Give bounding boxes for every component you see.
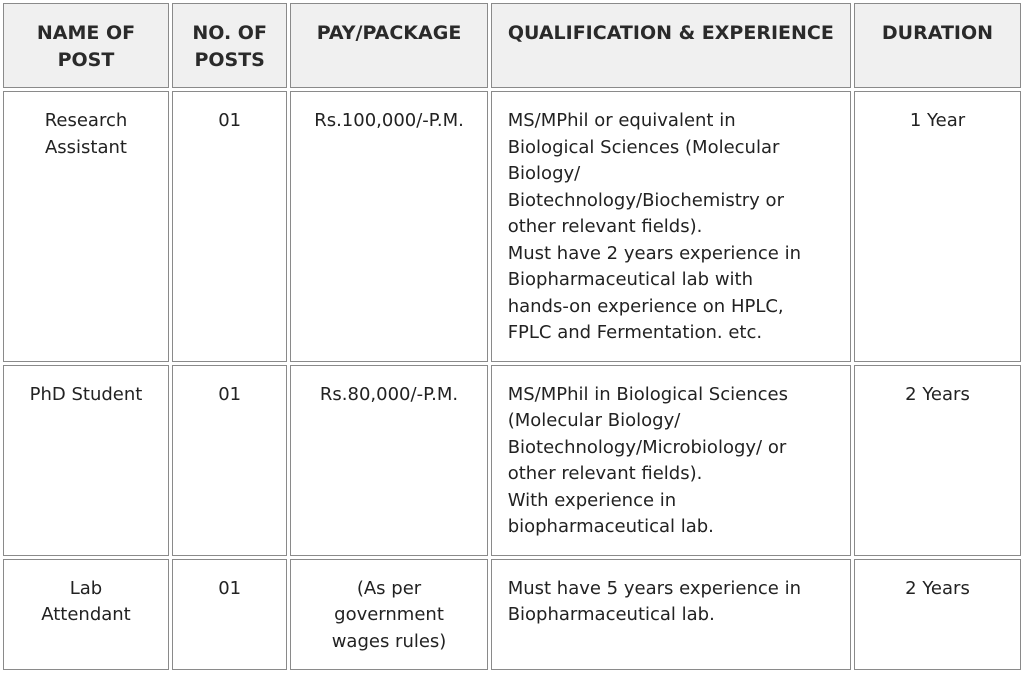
cell-post-count: 01: [172, 365, 287, 556]
cell-qualification: MS/MPhil or equivalent in Biological Sciences (Molecular Biology/ Biotechnology/Biochemistry or other relevant fields). Must have 2 years experience in Biopharmaceutical lab with hands-on experience on HPLC, FPLC and Fermentation. etc.: [491, 91, 851, 362]
table-row: [3, 365, 1021, 556]
header-qualification-experience: QUALIFICATION & EXPERIENCE: [491, 3, 851, 88]
cell-duration: 2 Years: [854, 559, 1021, 671]
cell-post-name: Research Assistant: [3, 91, 169, 362]
header-duration: DURATION: [854, 3, 1021, 88]
cell-qualification: Must have 5 years experience in Biopharmaceutical lab.: [491, 559, 851, 671]
cell-post-name: PhD Student: [3, 365, 169, 556]
header-no-of-posts: NO. OF POSTS: [172, 3, 287, 88]
cell-duration: 2 Years: [854, 365, 1021, 556]
table-row: [3, 559, 1021, 671]
cell-pay: Rs.80,000/-P.M.: [290, 365, 487, 556]
cell-post-count: 01: [172, 559, 287, 671]
header-pay-package: PAY/PACKAGE: [290, 3, 487, 88]
cell-qualification: MS/MPhil in Biological Sciences (Molecular Biology/ Biotechnology/Microbiology/ or other relevant fields). With experience in biopharmaceutical lab.: [491, 365, 851, 556]
cell-pay: Rs.100,000/-P.M.: [290, 91, 487, 362]
cell-post-count: 01: [172, 91, 287, 362]
header-name-of-post: NAME OF POST: [3, 3, 169, 88]
cell-post-name: Lab Attendant: [3, 559, 169, 671]
cell-duration: 1 Year: [854, 91, 1021, 362]
table-row: [3, 91, 1021, 362]
cell-pay: (As per government wages rules): [290, 559, 487, 671]
table-header-row: [3, 3, 1021, 88]
